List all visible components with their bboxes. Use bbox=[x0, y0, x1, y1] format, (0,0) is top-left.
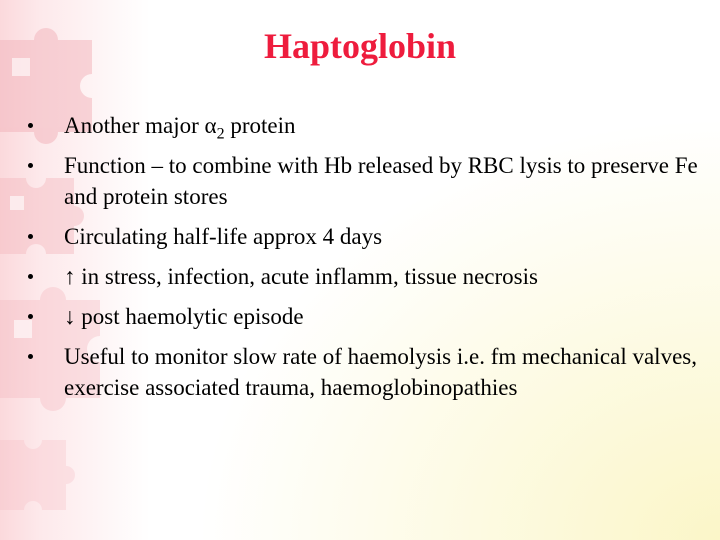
bullet-text: post haemolytic episode bbox=[75, 304, 304, 329]
bullet-dot-icon bbox=[28, 163, 33, 168]
bullet-item bbox=[64, 261, 704, 292]
arrow-down-icon: ↓ bbox=[64, 304, 76, 329]
subscript: 2 bbox=[216, 125, 225, 143]
bullet-dot-icon bbox=[28, 274, 33, 279]
arrow-up-icon: ↑ bbox=[64, 264, 76, 289]
bullet-dot-icon bbox=[28, 354, 33, 359]
bullet-item bbox=[64, 150, 704, 212]
bullet-list bbox=[64, 110, 704, 412]
bullet-item bbox=[64, 221, 704, 252]
bullet-text: in stress, infection, acute inflamm, tissue necrosis bbox=[75, 264, 538, 289]
bullet-text: Circulating half-life approx 4 days bbox=[64, 224, 383, 249]
bullet-text: Useful to monitor slow rate of haemolysis i.e. fm mechanical valves, exercise associated trauma, haemoglobinopathies bbox=[64, 344, 697, 400]
bullet-text: protein bbox=[224, 113, 296, 138]
bullet-dot-icon bbox=[28, 123, 33, 128]
alpha-symbol: α bbox=[204, 113, 217, 138]
bullet-item bbox=[64, 301, 704, 332]
bullet-item bbox=[64, 341, 704, 403]
bullet-dot-icon bbox=[28, 314, 33, 319]
bullet-text: Function – to combine with Hb released by RBC lysis to preserve Fe and protein stores bbox=[64, 153, 698, 209]
bullet-dot-icon bbox=[28, 234, 33, 239]
bullet-text: Another major bbox=[64, 113, 205, 138]
bullet-item bbox=[64, 110, 704, 141]
slide-title: Haptoglobin bbox=[263, 26, 457, 66]
